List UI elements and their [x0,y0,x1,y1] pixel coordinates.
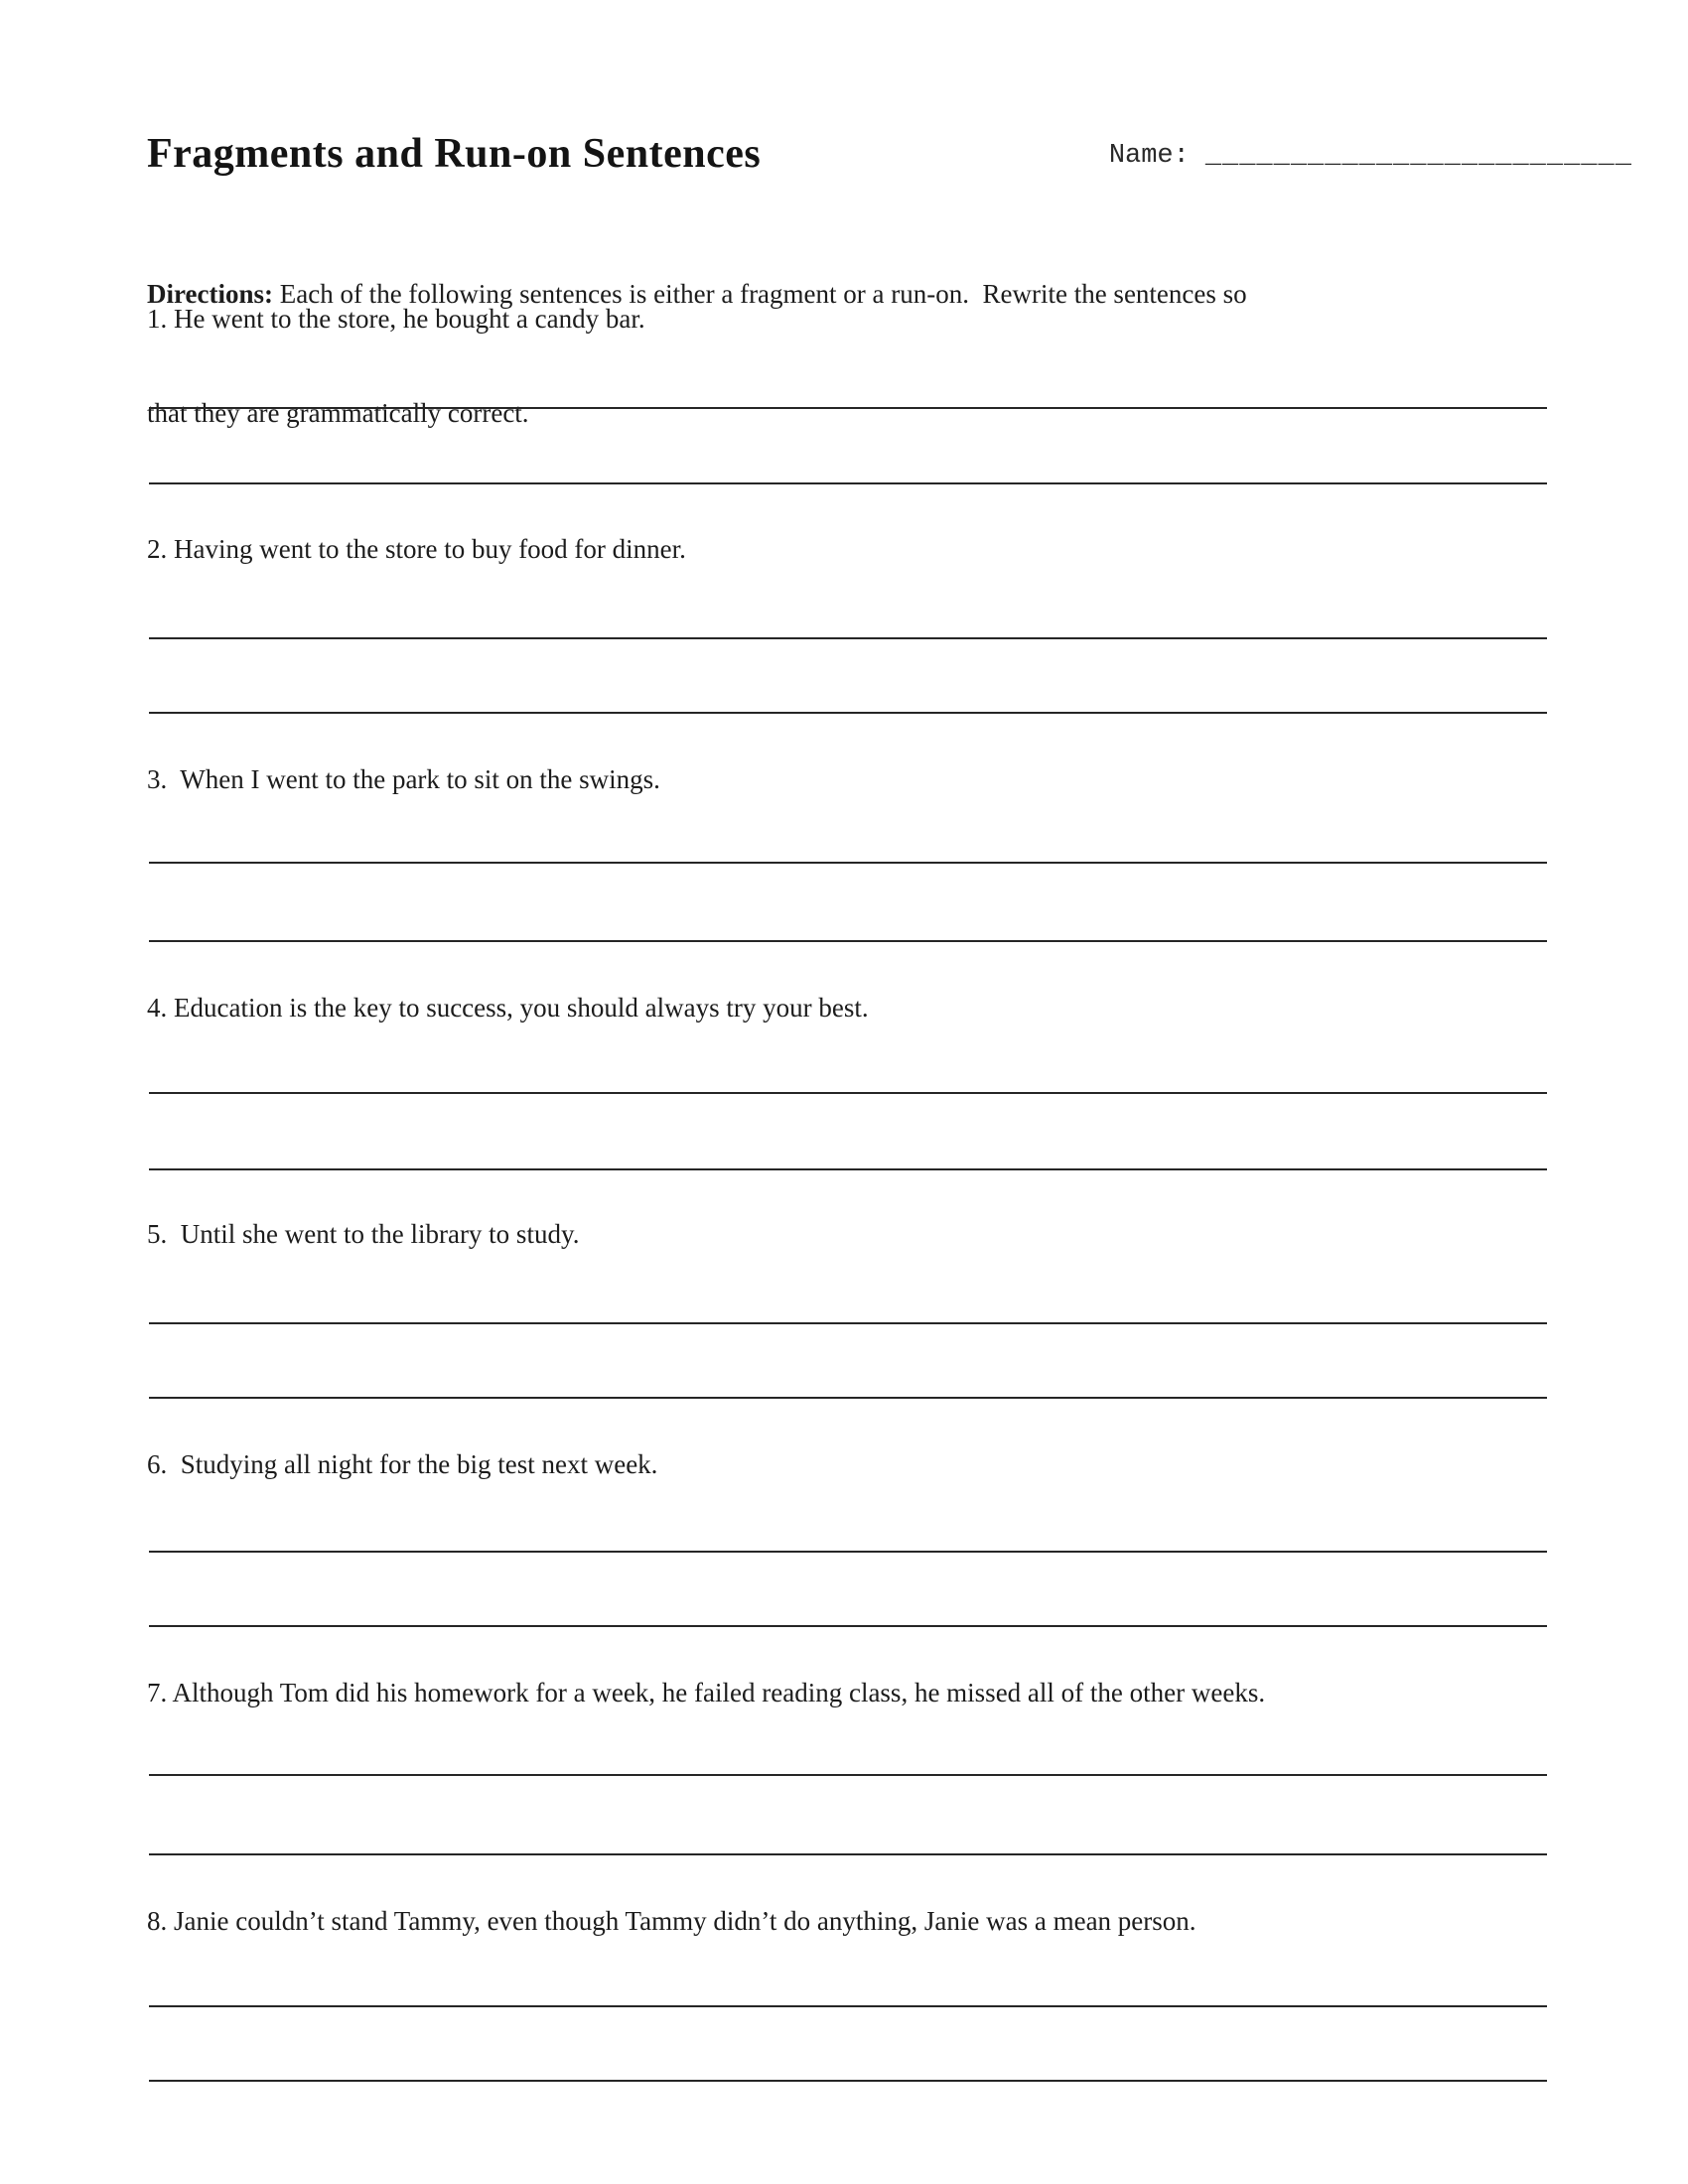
question-6-answer-line-2 [149,1625,1547,1627]
question-6-answer-line-1 [149,1551,1547,1553]
question-5-text: 5. Until she went to the library to study. [147,1219,580,1249]
question-1-answer-line-1 [149,407,1547,409]
question-8-answer-line-2 [149,2080,1547,2082]
name-field [1045,105,1632,206]
directions-line-2: that they are grammatically correct. [147,398,529,428]
question-7-answer-line-2 [149,1853,1547,1855]
question-1-text: 1. He went to the store, he bought a candy bar. [147,304,645,334]
question-7-answer-line-1 [149,1774,1547,1776]
question-8-answer-line-1 [149,2005,1547,2007]
question-4-answer-line-1 [149,1092,1547,1094]
question-5-answer-line-1 [149,1322,1547,1324]
directions-text-1: Each of the following sentences is either a fragment or a run-on. Rewrite the sentences so [272,279,1247,309]
directions-label: Directions: [147,279,273,309]
question-5-answer-line-2 [149,1397,1547,1399]
directions [147,195,1557,512]
question-3-text: 3. When I went to the park to sit on the swings. [147,764,660,794]
name-blank-line: _________________________ [1204,141,1632,171]
question-4-text: 4. Education is the key to success, you should always try your best. [147,993,869,1023]
name-label: Name: [1108,141,1190,171]
question-4-answer-line-2 [149,1168,1547,1170]
question-7-text: 7. Although Tom did his homework for a week, he failed reading class, he missed all of the other weeks. [147,1678,1266,1707]
question-8-text: 8. Janie couldn’t stand Tammy, even though Tammy didn’t do anything, Janie was a mean person. [147,1906,1196,1936]
question-2-answer-line-1 [149,637,1547,639]
question-3-answer-line-2 [149,940,1547,942]
question-1-answer-line-2 [149,482,1547,484]
question-3-answer-line-1 [149,862,1547,864]
question-2-text: 2. Having went to the store to buy food for dinner. [147,534,686,564]
question-6-text: 6. Studying all night for the big test next week. [147,1449,658,1479]
question-2-answer-line-2 [149,712,1547,714]
worksheet-title: Fragments and Run-on Sentences [147,131,762,177]
